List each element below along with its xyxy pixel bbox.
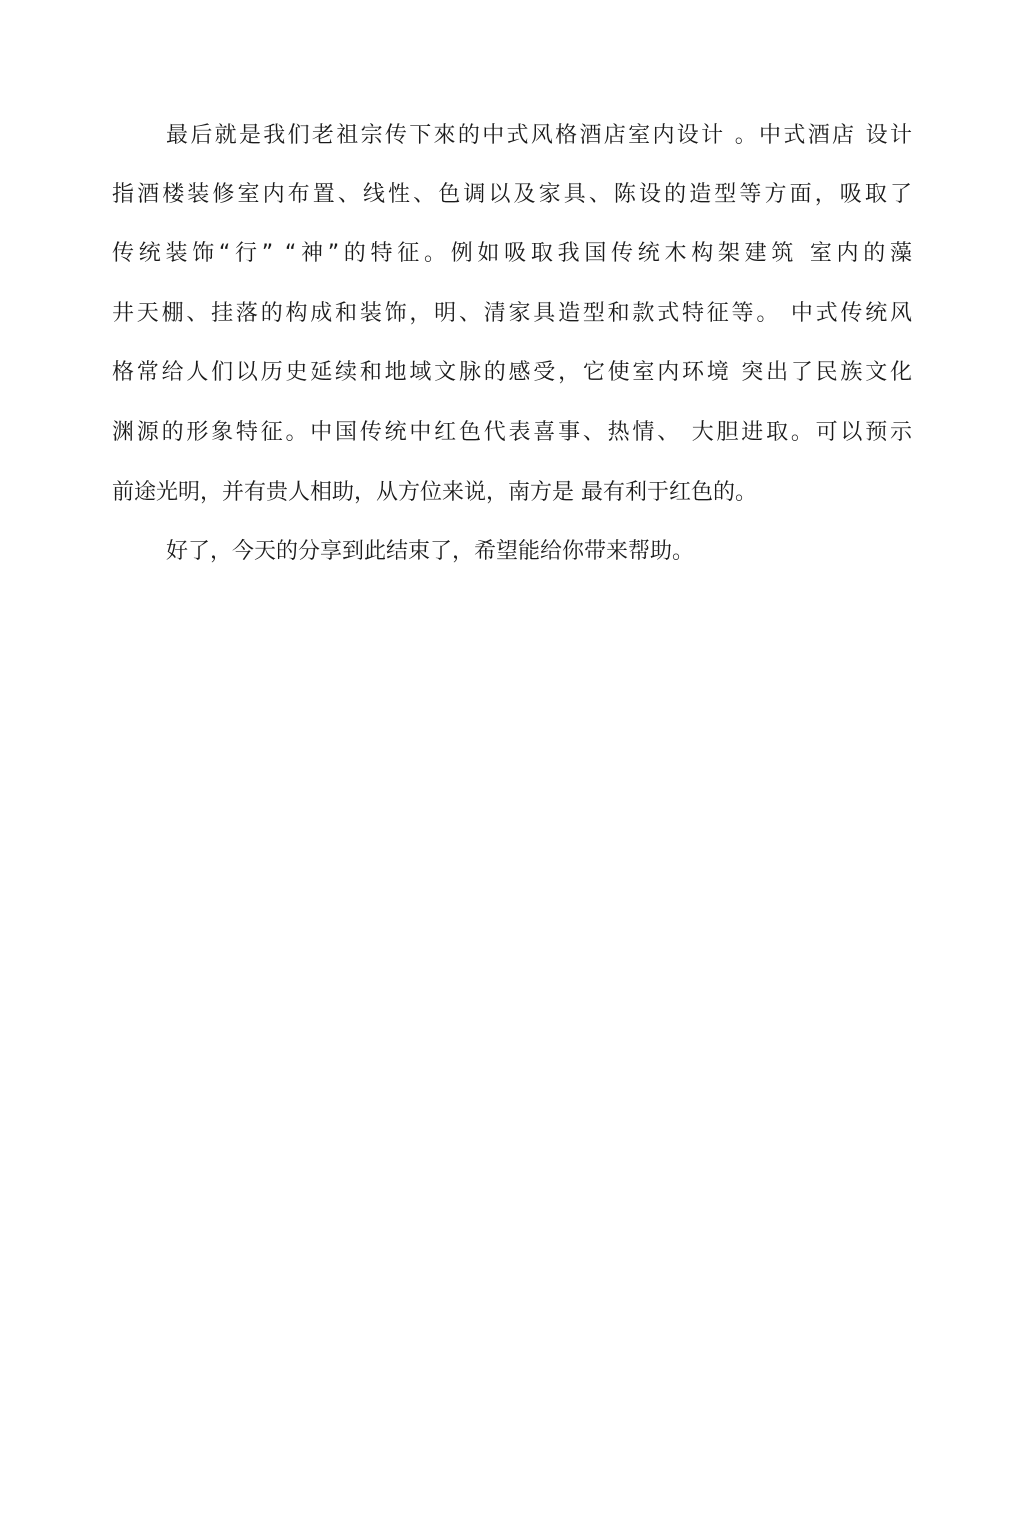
paragraph-1-line-4: 井天棚、挂落的构成和装饰，明、清家具造型和款式特征等。 中式传统风 xyxy=(112,301,912,326)
paragraph-1-line-1: 最后就是我们老祖宗传下來的中式风格酒店室内设计 。中式酒店 设计 xyxy=(166,123,912,148)
paragraph-1-line-3: 传统装饰“行” “神”的特征。例如吸取我国传统木构架建筑 室内的藻 xyxy=(112,241,912,266)
paragraph-1-line-7: 前途光明，并有贵人相助，从方位来说，南方是 最有利于红色的。 xyxy=(112,480,757,505)
paragraph-1-line-5: 格常给人们以历史延续和地域文脉的感受，它使室内环境 突出了民族文化 xyxy=(112,360,912,385)
paragraph-1-line-6: 渊源的形象特征。中国传统中红色代表喜事、热情、 大胆进取。可以预示 xyxy=(112,420,912,445)
paragraph-1-line-2: 指酒楼装修室内布置、线性、色调以及家具、陈设的造型等方面，吸取了 xyxy=(112,182,912,207)
paragraph-2: 好了，今天的分享到此结束了，希望能给你带来帮助。 xyxy=(166,539,695,564)
